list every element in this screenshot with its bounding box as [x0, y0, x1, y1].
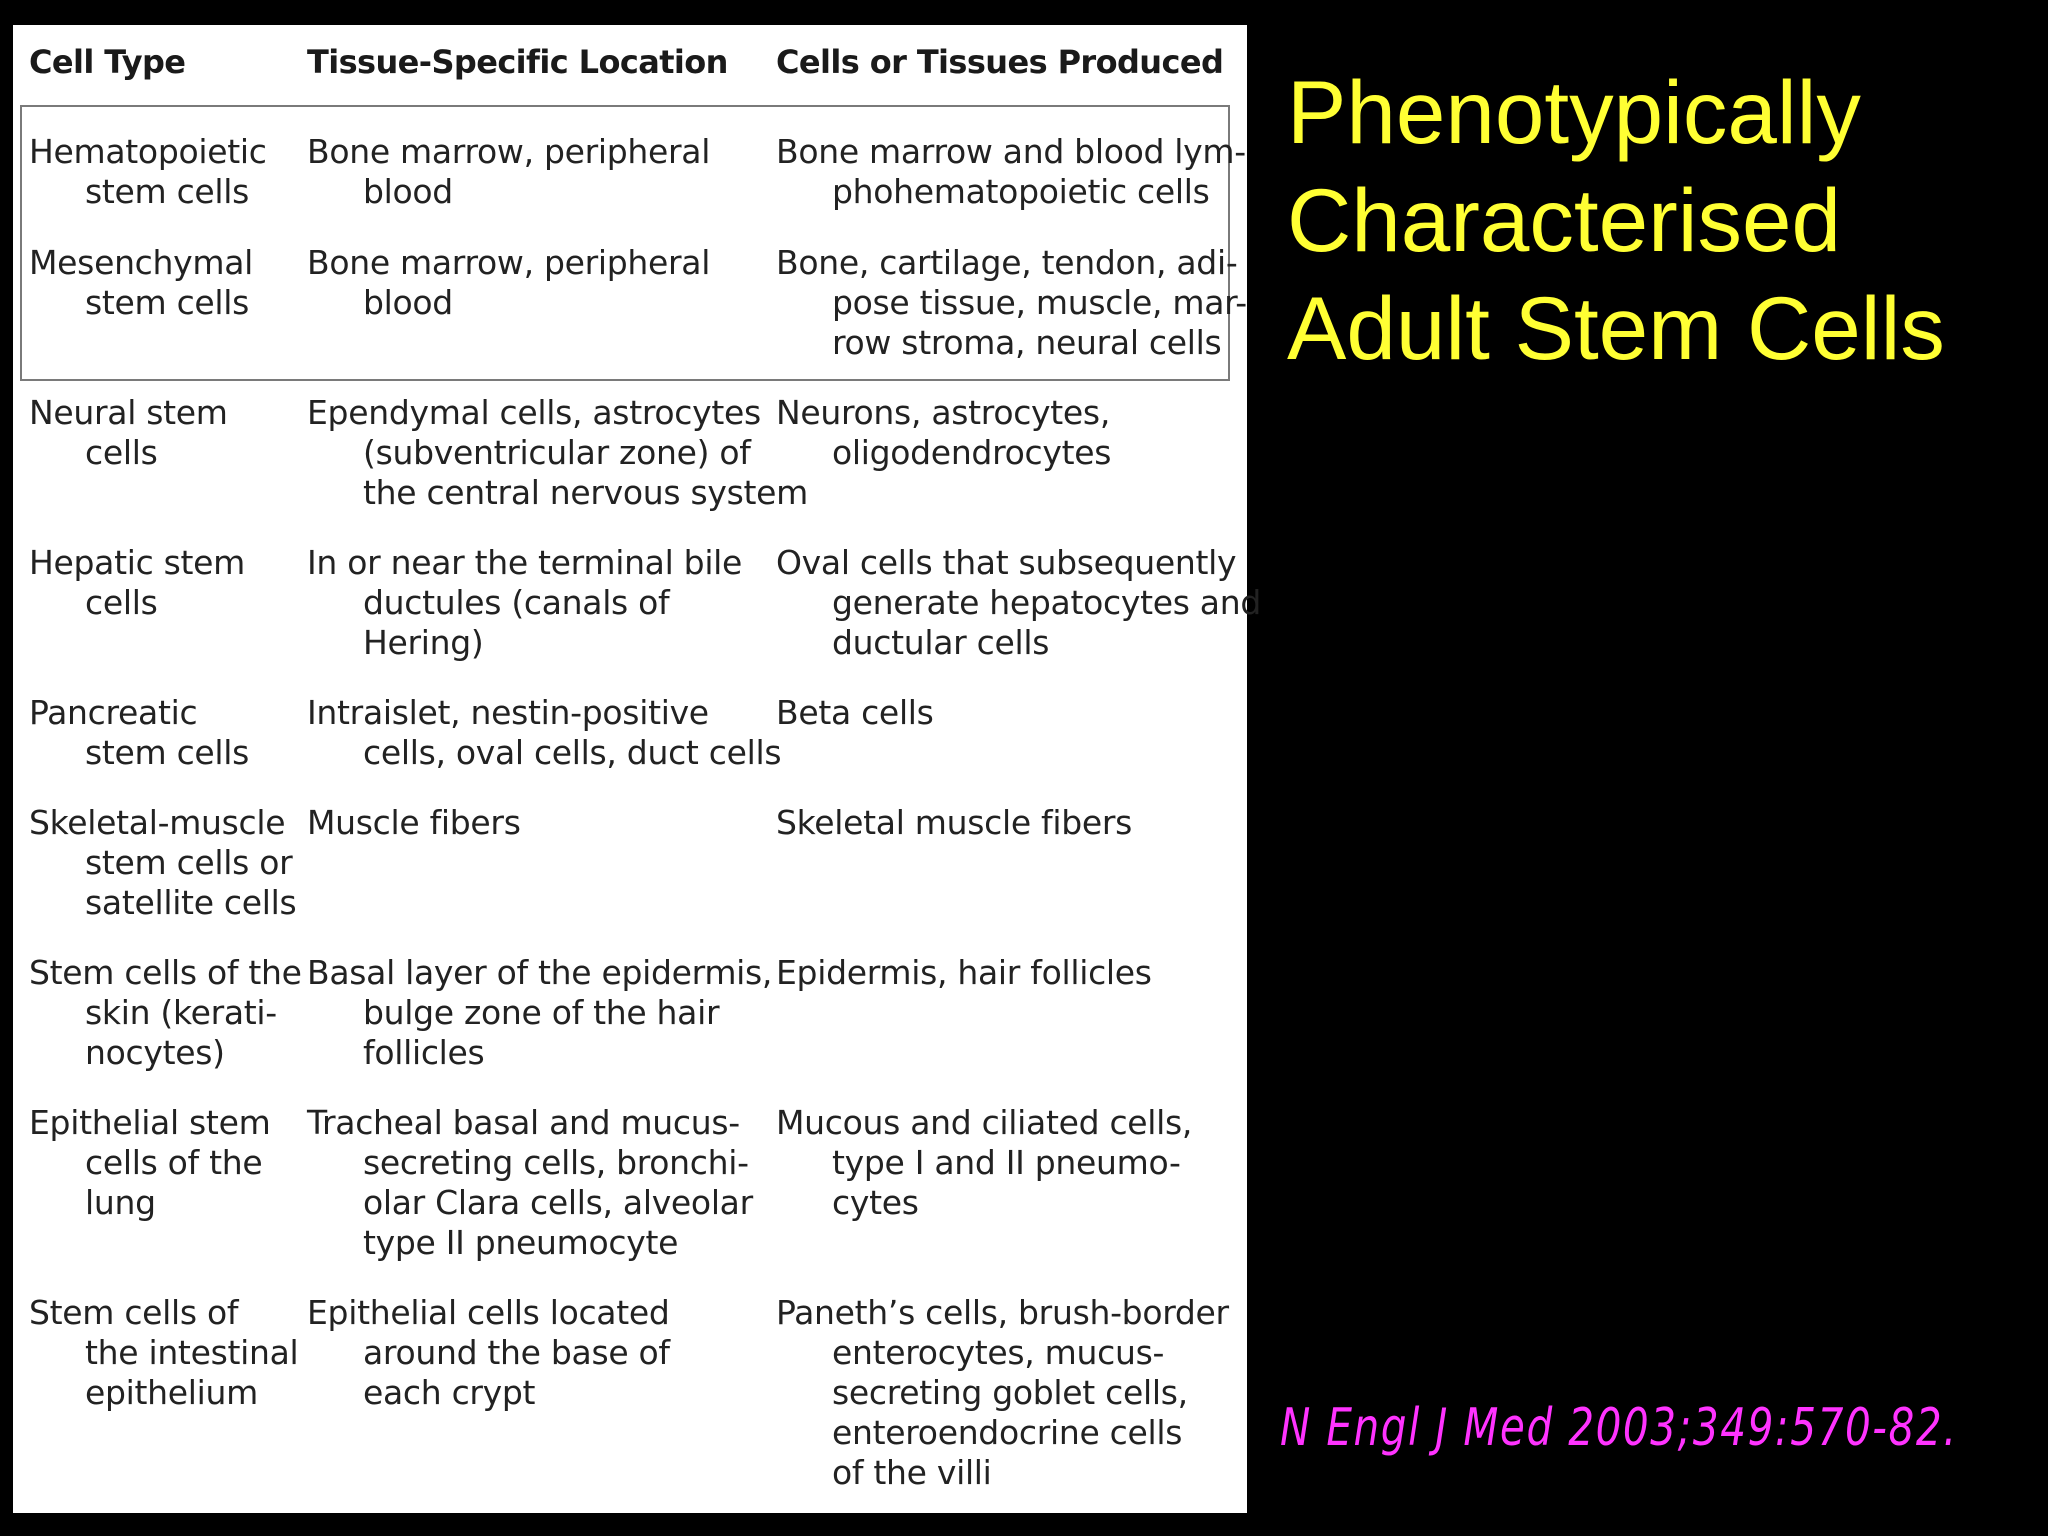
cell-line: enteroendocrine cells [832, 1413, 1183, 1452]
cell-line: Neural stem [29, 393, 228, 432]
table-cell-cell-type [29, 1103, 270, 1223]
table-cell-produced [776, 953, 1152, 993]
cell-line: cytes [832, 1183, 919, 1222]
table-cell-location [307, 393, 808, 513]
column-header-location: Tissue-Specific Location [307, 43, 728, 81]
title-line: Adult Stem Cells [1287, 278, 1945, 378]
cell-line: Skeletal muscle fibers [776, 803, 1133, 842]
table-cell-location [307, 693, 781, 773]
cell-line: stem cells [85, 283, 250, 322]
cell-line: Bone marrow, peripheral [307, 243, 711, 282]
table-cell-location [307, 953, 772, 1073]
column-header-produced: Cells or Tissues Produced [776, 43, 1224, 81]
cell-line: Stem cells of [29, 1293, 239, 1332]
cell-line: of the villi [832, 1453, 992, 1492]
cell-line: Hepatic stem [29, 543, 246, 582]
cell-line: stem cells [85, 733, 250, 772]
cell-line: Mesenchymal [29, 243, 254, 282]
table-cell-produced [776, 393, 1111, 473]
column-header-cell-type: Cell Type [29, 43, 186, 81]
cell-line: blood [363, 283, 453, 322]
cell-line: blood [363, 172, 453, 211]
cell-line: type I and II pneumo- [832, 1143, 1181, 1182]
cell-line: Bone, cartilage, tendon, adi- [776, 243, 1238, 282]
table-cell-produced [776, 1103, 1192, 1223]
cell-line: ductules (canals of [363, 583, 670, 622]
cell-line: Mucous and ciliated cells, [776, 1103, 1193, 1142]
table-cell-cell-type [29, 1293, 298, 1413]
cell-line: secreting cells, bronchi- [363, 1143, 749, 1182]
cell-line: (subventricular zone) of [363, 433, 751, 472]
cell-line: each crypt [363, 1373, 536, 1412]
cell-line: follicles [363, 1033, 485, 1072]
cell-line: Neurons, astrocytes, [776, 393, 1111, 432]
table-cell-cell-type [29, 393, 228, 473]
cell-line: Epithelial cells located [307, 1293, 670, 1332]
citation: N Engl J Med 2003;349:570-82. [1280, 1398, 1958, 1458]
cell-line: Paneth’s cells, brush-border [776, 1293, 1229, 1332]
cell-line: bulge zone of the hair [363, 993, 720, 1032]
cell-line: cells [85, 583, 158, 622]
cell-line: skin (kerati- [85, 993, 277, 1032]
cell-line: oligodendrocytes [832, 433, 1112, 472]
cell-line: secreting goblet cells, [832, 1373, 1188, 1412]
cell-line: Oval cells that subsequently [776, 543, 1237, 582]
table-cell-produced [776, 693, 934, 733]
table-cell-location [307, 132, 710, 212]
cell-line: the intestinal [85, 1333, 299, 1372]
cell-line: In or near the terminal bile [307, 543, 743, 582]
table-cell-cell-type [29, 543, 245, 623]
table-cell-produced [776, 543, 1261, 663]
cell-line: Epidermis, hair follicles [776, 953, 1152, 992]
title-line: Characterised [1287, 170, 1842, 270]
cell-line: Beta cells [776, 693, 934, 732]
cell-line: nocytes) [85, 1033, 225, 1072]
cell-line: pose tissue, muscle, mar- [832, 283, 1247, 322]
cell-line: Pancreatic [29, 693, 198, 732]
cell-line: cells of the [85, 1143, 263, 1182]
table-cell-produced [776, 243, 1247, 363]
cell-line: Hematopoietic [29, 132, 267, 171]
cell-line: enterocytes, mucus- [832, 1333, 1165, 1372]
table-cell-location [307, 803, 521, 843]
cell-line: Bone marrow, peripheral [307, 132, 711, 171]
table-cell-cell-type [29, 243, 253, 323]
table-cell-produced [776, 1293, 1229, 1493]
table-cell-location [307, 543, 742, 663]
cell-line: Epithelial stem [29, 1103, 271, 1142]
cell-line: stem cells [85, 172, 250, 211]
cell-line: Ependymal cells, astrocytes [307, 393, 761, 432]
cell-line: Intraislet, nestin-positive [307, 693, 709, 732]
cell-line: generate hepatocytes and [832, 583, 1261, 622]
cell-line: cells, oval cells, duct cells [363, 733, 782, 772]
cell-line: stem cells or [85, 843, 293, 882]
table-cell-cell-type [29, 132, 267, 212]
cell-line: Bone marrow and blood lym- [776, 132, 1246, 171]
cell-line: olar Clara cells, alveolar [363, 1183, 753, 1222]
table-cell-produced [776, 803, 1132, 843]
table-cell-cell-type [29, 803, 296, 923]
table-cell-location [307, 1103, 753, 1263]
cell-line: epithelium [85, 1373, 258, 1412]
table-cell-cell-type [29, 953, 302, 1073]
cell-line: Basal layer of the epidermis, [307, 953, 773, 992]
cell-line: satellite cells [85, 883, 297, 922]
title-line: Phenotypically [1287, 62, 1861, 162]
table-cell-location [307, 243, 710, 323]
cell-line: ductular cells [832, 623, 1050, 662]
table-cell-location [307, 1293, 670, 1413]
cell-line: type II pneumocyte [363, 1223, 679, 1262]
cell-line: the central nervous system [363, 473, 808, 512]
cell-line: cells [85, 433, 158, 472]
cell-line: row stroma, neural cells [832, 323, 1222, 362]
table-cell-produced [776, 132, 1246, 212]
cell-line: Hering) [363, 623, 484, 662]
slide-title [1287, 58, 1945, 382]
cell-line: Stem cells of the [29, 953, 302, 992]
cell-line: Tracheal basal and mucus- [307, 1103, 740, 1142]
table-cell-cell-type [29, 693, 249, 773]
cell-line: around the base of [363, 1333, 670, 1372]
cell-line: phohematopoietic cells [832, 172, 1210, 211]
cell-line: Muscle fibers [307, 803, 521, 842]
cell-line: lung [85, 1183, 156, 1222]
cell-line: Skeletal-muscle [29, 803, 286, 842]
